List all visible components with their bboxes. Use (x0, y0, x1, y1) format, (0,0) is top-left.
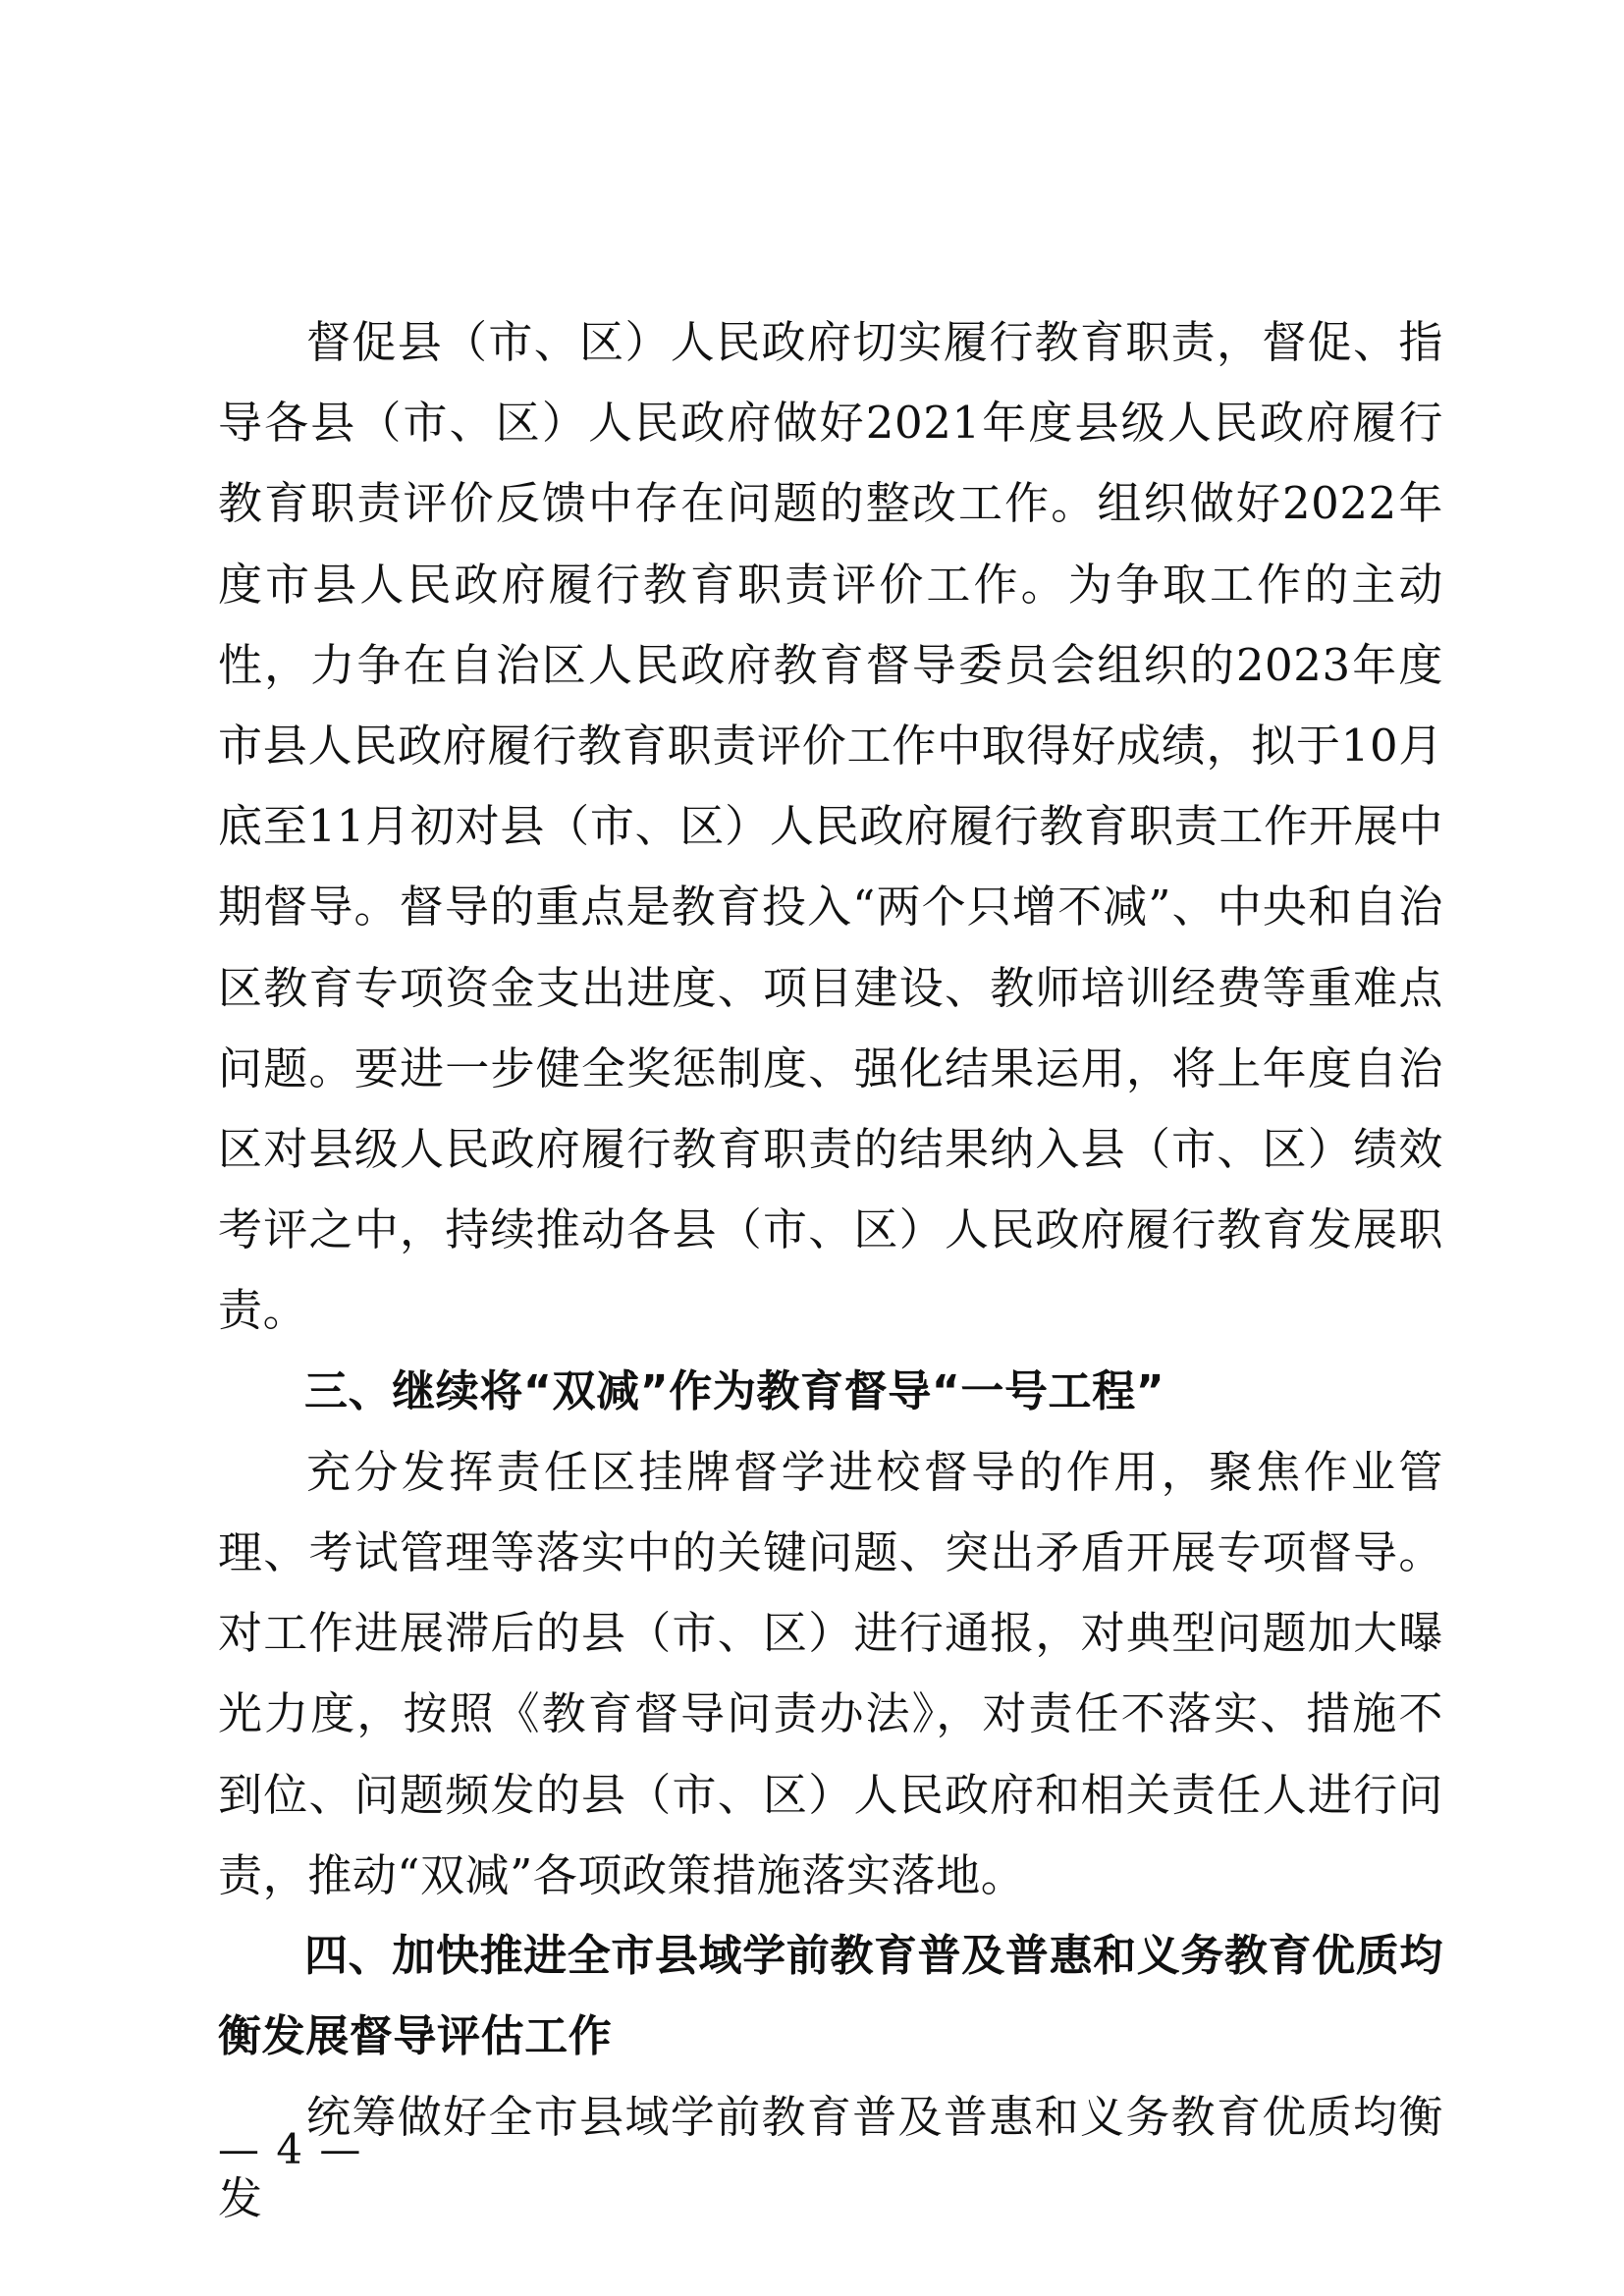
paragraph-performance-supervision: 督促县（市、区）人民政府切实履行教育职责，督促、指导各县（市、区）人民政府做好2021年度县级人民政府履行教育职责评价反馈中存在问题的整改工作。组织做好2022年度市县人民政府履行教育职责评价工作。为争取工作的主动性，力争在自治区人民政府教育督导委员会组织的2023年度市县人民政府履行教育职责评价工作中取得好成绩，拟于10月底至11月初对县（市、区）人民政府履行教育职责工作开展中期督导。督导的重点是教育投入“两个只增不减”、中央和自治区教育专项资金支出进度、项目建设、教师培训经费等重难点问题。要进一步健全奖惩制度、强化结果运用，将上年度自治区对县级人民政府履行教育职责的结果纳入县（市、区）绩效考评之中，持续推动各县（市、区）人民政府履行教育发展职责。 (218, 316, 1443, 1337)
page-number: — 4 — (218, 2125, 363, 2173)
paragraph-double-reduction: 充分发挥责任区挂牌督学进校督导的作用，聚焦作业管理、考试管理等落实中的关键问题、突出矛盾开展专项督导。对工作进展滞后的县（市、区）进行通报，对典型问题加大曝光力度，按照《教育督导问责办法》，对责任不落实、措施不到位、问题频发的县（市、区）人民政府和相关责任人进行问责，推动“双减”各项政策措施落实落地。 (218, 1445, 1443, 1901)
paragraph-balanced-development: 统筹做好全市县域学前教育普及普惠和义务教育优质均衡发 (218, 2091, 1443, 2224)
heading-section-three: 三、继续将“双减”作为教育督导“一号工程” (304, 1365, 1165, 1416)
document-body (218, 302, 1443, 2239)
heading-section-four: 四、加快推进全市县域学前教育普及普惠和义务教育优质均衡发展督导评估工作 (218, 1931, 1443, 2062)
